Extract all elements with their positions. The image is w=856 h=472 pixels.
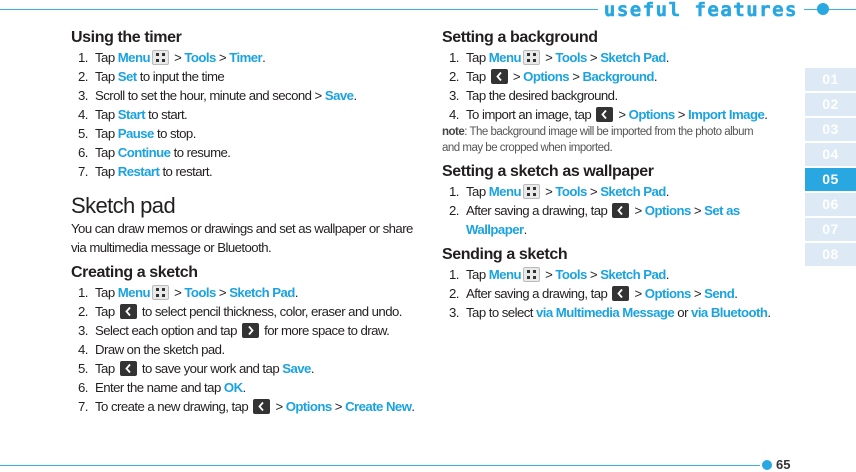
step-text: . [262, 50, 266, 65]
chapter-tab-03[interactable]: 03 [805, 118, 856, 141]
sketch-intro: You can draw memos or drawings and set as wallpaper or share via multimedia message or Bluetooth. [71, 221, 413, 255]
step-text: . [411, 399, 415, 414]
menu-term: Send [704, 286, 735, 301]
menu-term: Menu [117, 285, 150, 300]
chapter-tab-06[interactable]: 06 [805, 193, 856, 216]
step-number: 6. [78, 380, 88, 395]
step-number: 1. [449, 184, 459, 199]
menu-term: Start [117, 107, 146, 122]
step-text: > [509, 69, 524, 84]
step-text: Tap [95, 69, 118, 84]
step-text: > [586, 50, 601, 65]
options-back-icon [120, 304, 137, 319]
step-item [71, 397, 421, 416]
step-text: . [665, 50, 669, 65]
menu-grid-icon [152, 285, 169, 300]
menu-term: via Multimedia Message [536, 305, 675, 320]
step-text: Select each option and tap [95, 323, 240, 338]
menu-term: Timer [229, 50, 263, 65]
footer-rule [0, 465, 760, 466]
step-item [442, 303, 772, 322]
step-text: After saving a drawing, tap [466, 203, 611, 218]
chapter-tab-02[interactable]: 02 [805, 93, 856, 116]
step-item [442, 86, 772, 105]
menu-term: Tools [184, 50, 216, 65]
step-number: 2. [449, 203, 459, 218]
step-text: . [310, 361, 314, 376]
timer-steps [71, 48, 421, 181]
step-number: 4. [449, 107, 459, 122]
step-text: to select pencil thickness, color, eraser and undo. [138, 304, 402, 319]
footer-dot [762, 460, 772, 470]
step-text: . [523, 222, 527, 237]
menu-term: OK [223, 380, 243, 395]
menu-term: Pause [117, 126, 154, 141]
step-text: > [215, 50, 230, 65]
step-text: to restart. [159, 164, 213, 179]
step-text: > [541, 267, 556, 282]
step-text: to input the time [136, 69, 225, 84]
step-item [442, 284, 772, 303]
step-number: 3. [449, 305, 459, 320]
chapter-tab-04[interactable]: 04 [805, 143, 856, 166]
menu-term: Create New [345, 399, 412, 414]
step-item [71, 124, 421, 143]
menu-grid-icon [523, 50, 540, 65]
wallpaper-heading: Setting a sketch as wallpaper [442, 163, 654, 180]
menu-term: via Bluetooth [691, 305, 768, 320]
chapter-tab-08[interactable]: 08 [805, 243, 856, 266]
step-text: > [541, 50, 556, 65]
step-number: 2. [78, 69, 88, 84]
options-back-icon [596, 107, 613, 122]
step-text: Tap [95, 145, 118, 160]
options-back-icon [612, 203, 629, 218]
options-back-icon [612, 286, 629, 301]
step-item [442, 265, 772, 284]
step-text: Tap to select [466, 305, 537, 320]
menu-grid-icon [523, 184, 540, 199]
step-text: > [586, 267, 601, 282]
step-item [71, 105, 421, 124]
step-text: . [242, 380, 246, 395]
menu-term: Options [285, 399, 332, 414]
step-item [442, 201, 772, 239]
options-back-icon [491, 69, 508, 84]
step-text: > [331, 399, 346, 414]
step-item [442, 105, 772, 124]
background-note [442, 124, 772, 156]
step-item [442, 182, 772, 201]
step-item [71, 340, 421, 359]
menu-term: Sketch Pad [600, 50, 666, 65]
next-arrow-icon [242, 323, 259, 338]
step-item [442, 67, 772, 86]
step-number: 3. [449, 88, 459, 103]
menu-term: Sketch Pad [600, 267, 666, 282]
step-text: Tap [466, 267, 489, 282]
menu-term: Tools [555, 267, 587, 282]
step-number: 3. [78, 323, 88, 338]
step-item [71, 48, 421, 67]
step-text: Tap [466, 69, 489, 84]
step-item [71, 321, 421, 340]
step-number: 1. [78, 285, 88, 300]
step-number: 6. [78, 145, 88, 160]
sketch-pad-title: Sketch pad [71, 193, 176, 218]
menu-term: Background [582, 69, 654, 84]
step-text: . [665, 184, 669, 199]
step-item [71, 302, 421, 321]
step-text: . [353, 88, 357, 103]
step-text: Tap [95, 361, 118, 376]
step-text: . [653, 69, 658, 84]
timer-heading: Using the timer [71, 29, 182, 46]
step-text: Tap [95, 304, 118, 319]
step-text: After saving a drawing, tap [466, 286, 611, 301]
menu-term: Options [644, 286, 691, 301]
step-text: for more space to draw. [260, 323, 390, 338]
chapter-tab-05[interactable]: 05 [805, 168, 856, 191]
step-text: or [674, 305, 692, 320]
menu-term: Sketch Pad [229, 285, 295, 300]
header-dot-right [817, 3, 829, 15]
chapter-tabs [805, 68, 856, 268]
step-text: Scroll to set the hour, minute and second > [95, 88, 325, 103]
menu-term: Tools [184, 285, 216, 300]
step-text: to stop. [153, 126, 196, 141]
step-text: Tap [95, 107, 118, 122]
step-text: . [734, 286, 738, 301]
step-text: Draw on the sketch pad. [95, 342, 225, 357]
step-text: Tap [95, 285, 118, 300]
step-text: > [631, 286, 645, 301]
step-text: > [586, 184, 601, 199]
step-text: Enter the name and tap [95, 380, 224, 395]
step-number: 1. [449, 50, 459, 65]
menu-term: Options [523, 69, 570, 84]
step-text: > [674, 107, 689, 122]
step-item [71, 378, 421, 397]
sending-heading: Sending a sketch [442, 246, 568, 263]
step-number: 7. [78, 164, 88, 179]
menu-term: Options [628, 107, 675, 122]
menu-term: Sketch Pad [600, 184, 666, 199]
step-text: To create a new drawing, tap [95, 399, 252, 414]
wallpaper-steps [442, 182, 772, 239]
step-text: To import an image, tap [466, 107, 595, 122]
section-title: useful features [603, 0, 798, 21]
step-number: 5. [78, 361, 88, 376]
menu-term: Menu [488, 267, 521, 282]
step-text: > [170, 285, 185, 300]
step-text: . [764, 107, 768, 122]
step-text: Tap [466, 184, 489, 199]
background-heading: Setting a background [442, 29, 598, 46]
menu-term: Restart [117, 164, 160, 179]
step-number: 2. [449, 286, 459, 301]
step-item [71, 143, 421, 162]
step-text: > [690, 286, 705, 301]
step-text: > [215, 285, 230, 300]
step-text: to resume. [170, 145, 231, 160]
step-number: 4. [78, 342, 88, 357]
step-text: Tap [95, 126, 118, 141]
step-item [71, 67, 421, 86]
creating-sketch-heading: Creating a sketch [71, 264, 198, 281]
step-text: Tap [95, 50, 118, 65]
step-number: 1. [78, 50, 88, 65]
menu-term: Save [282, 361, 311, 376]
menu-term: Tools [555, 184, 587, 199]
step-item [71, 162, 421, 181]
step-item [71, 359, 421, 378]
menu-term: Continue [117, 145, 171, 160]
section-header [598, 0, 804, 22]
step-text: . [665, 267, 669, 282]
menu-term: Set as Wallpaper [466, 203, 740, 237]
menu-term: Menu [488, 184, 521, 199]
left-column [71, 28, 421, 416]
step-text: > [170, 50, 185, 65]
chapter-tab-01[interactable]: 01 [805, 68, 856, 91]
step-number: 5. [78, 126, 88, 141]
step-text: > [631, 203, 645, 218]
page-number: 65 [776, 457, 791, 472]
right-column [442, 28, 772, 322]
step-text: . [767, 305, 771, 320]
step-text: to start. [145, 107, 188, 122]
creating-sketch-steps [71, 283, 421, 416]
menu-term: Menu [117, 50, 150, 65]
note-label: note [442, 126, 465, 138]
step-text: > [569, 69, 583, 84]
options-back-icon [120, 361, 137, 376]
menu-grid-icon [523, 267, 540, 282]
step-number: 1. [449, 267, 459, 282]
options-back-icon [253, 399, 270, 414]
menu-term: Save [324, 88, 354, 103]
step-text: > [272, 399, 286, 414]
menu-term: Options [644, 203, 691, 218]
note-text: : The background image will be imported from the photo album and may be cropped when imported. [442, 126, 754, 154]
step-number: 3. [78, 88, 88, 103]
background-steps [442, 48, 772, 124]
chapter-tab-07[interactable]: 07 [805, 218, 856, 241]
menu-term: Set [117, 69, 137, 84]
step-number: 2. [449, 69, 459, 84]
step-text: . [294, 285, 298, 300]
sending-steps [442, 265, 772, 322]
step-text: Tap [466, 50, 489, 65]
step-text: > [690, 203, 705, 218]
menu-grid-icon [152, 50, 169, 65]
step-item [71, 86, 421, 105]
step-number: 4. [78, 107, 88, 122]
menu-term: Menu [488, 50, 521, 65]
step-item [71, 283, 421, 302]
step-number: 2. [78, 304, 88, 319]
menu-term: Import Image [688, 107, 765, 122]
step-text: > [541, 184, 556, 199]
step-text: to save your work and tap [138, 361, 283, 376]
step-text: Tap [95, 164, 118, 179]
step-text: Tap the desired background. [466, 88, 618, 103]
step-item [442, 48, 772, 67]
step-number: 7. [78, 399, 88, 414]
menu-term: Tools [555, 50, 587, 65]
step-text: > [615, 107, 629, 122]
